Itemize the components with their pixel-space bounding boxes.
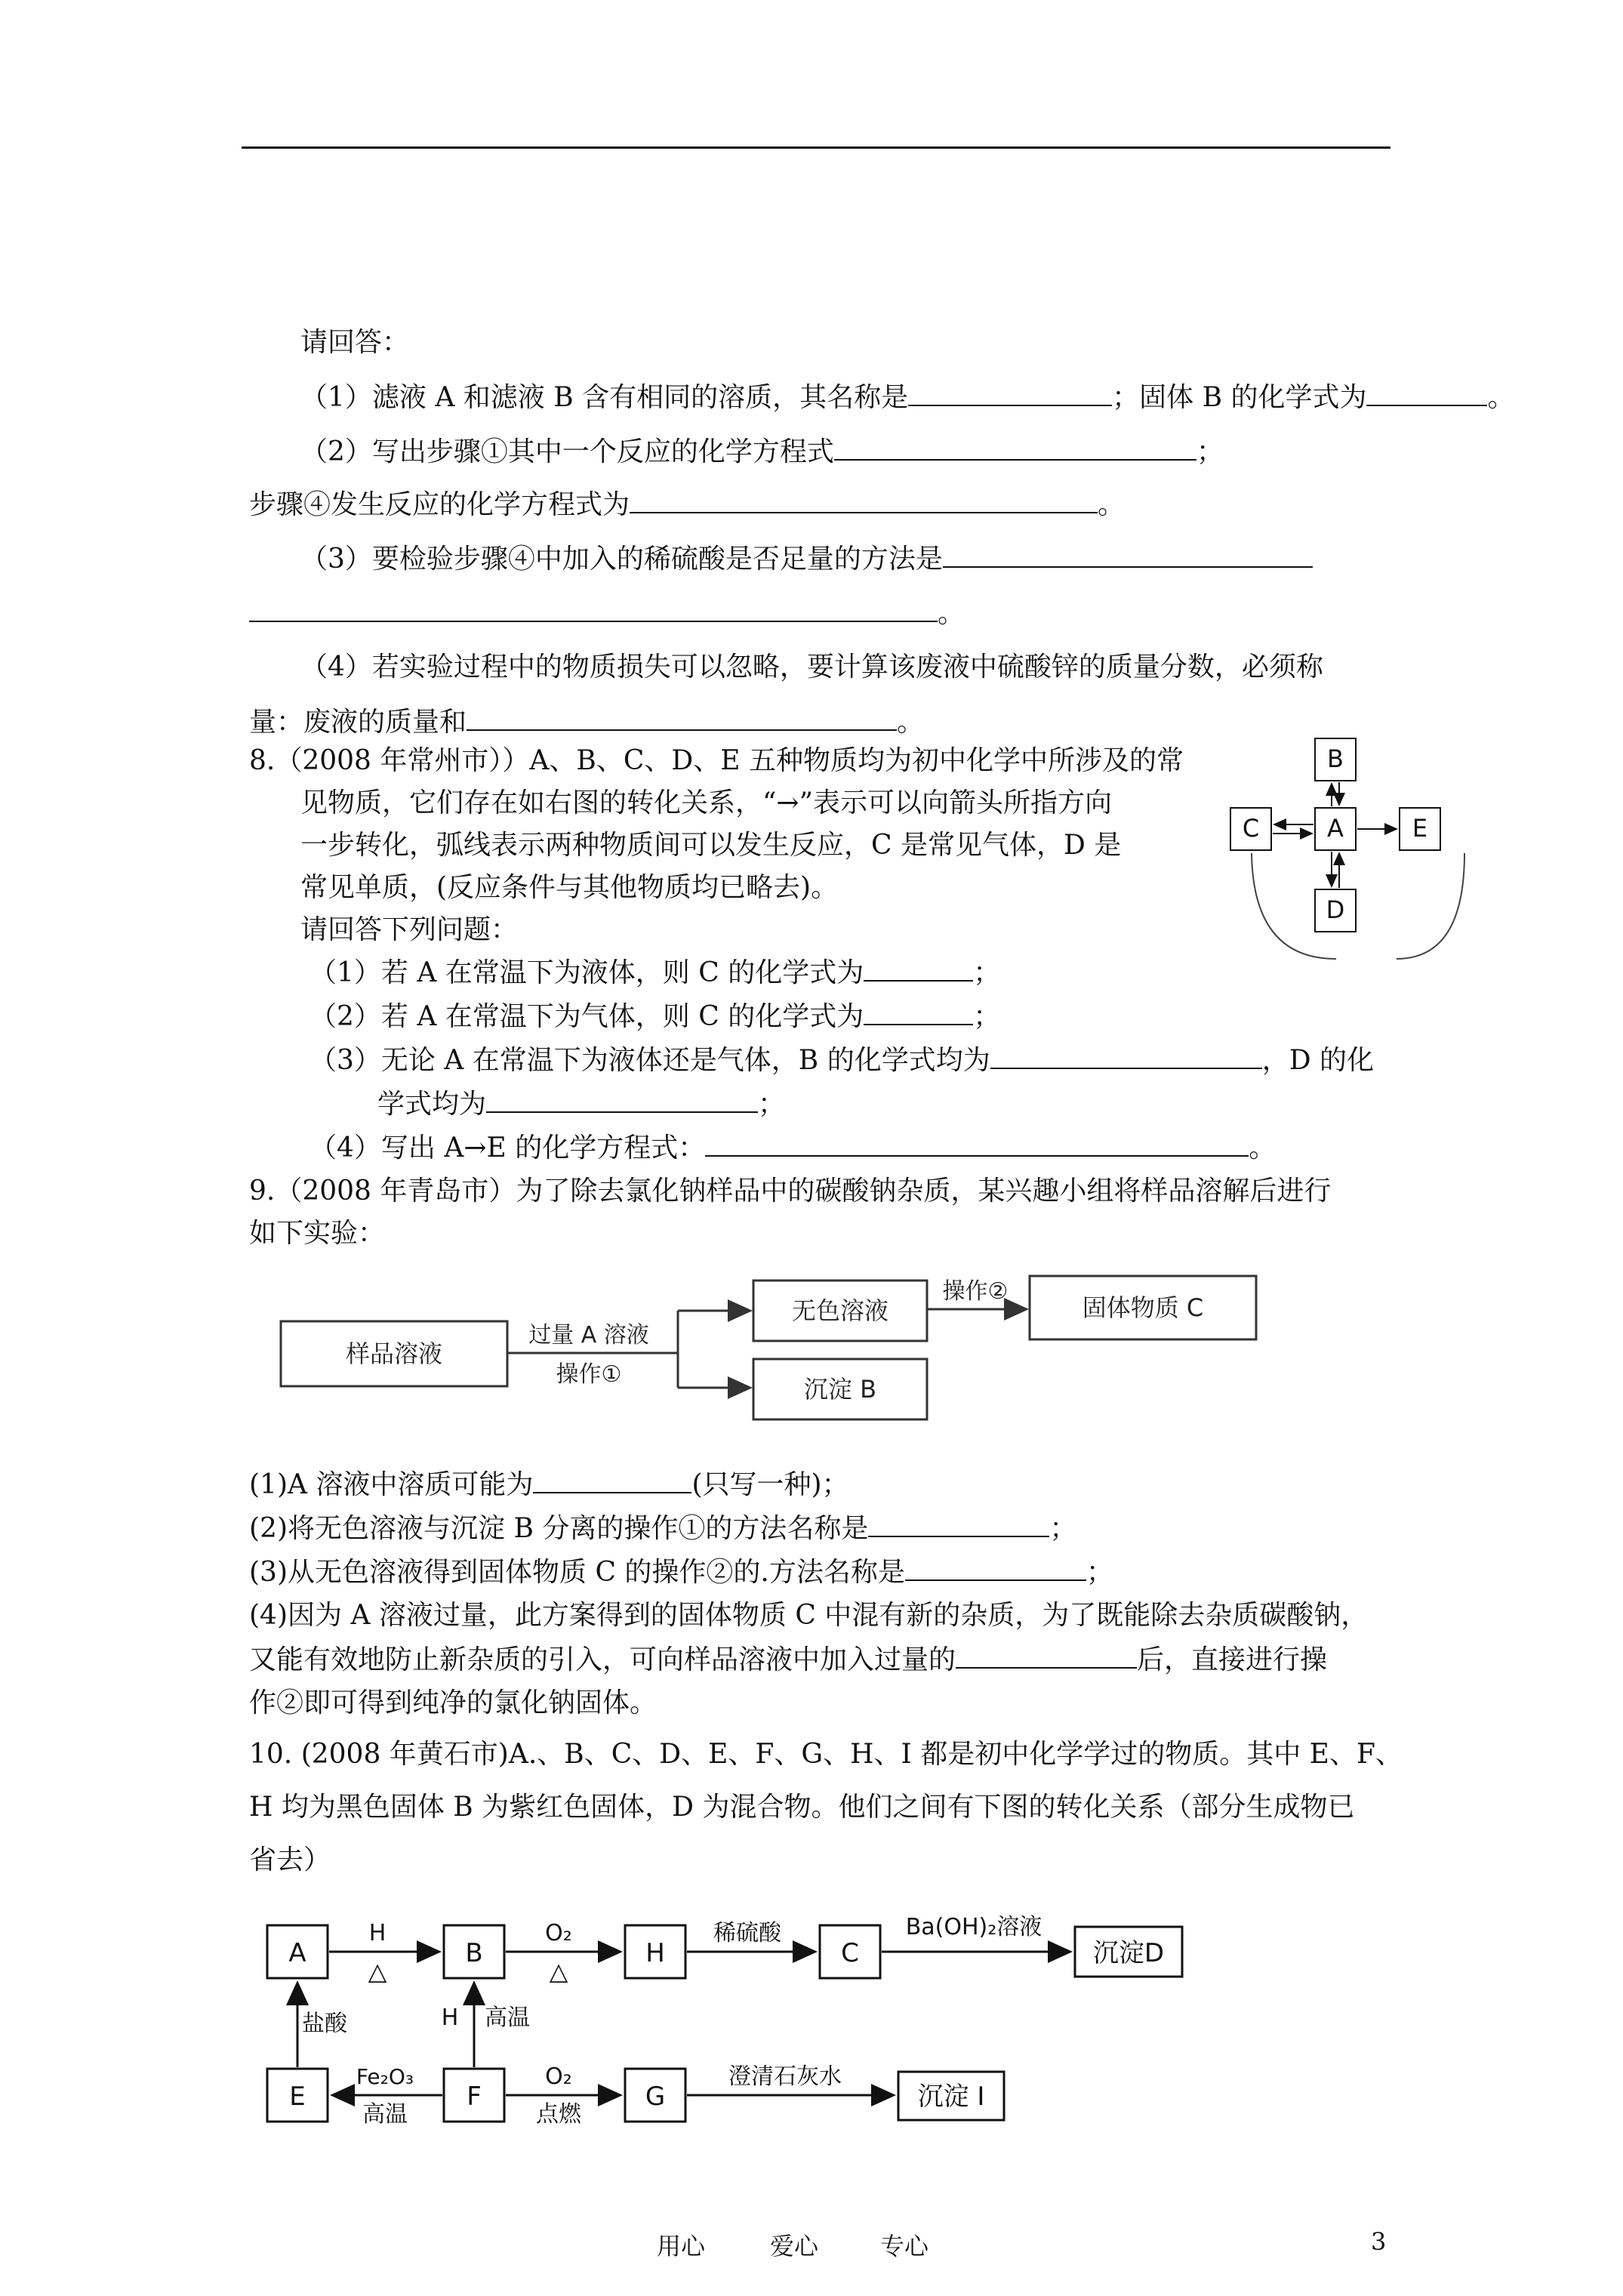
q8-sub2: （2）若 A 在常温下为气体，则 C 的化学式为 ； [310, 998, 1000, 1035]
q9-sub4-c: 作②即可得到纯净的氯化钠固体。 [249, 1687, 658, 1718]
label-b: B [465, 1938, 483, 1968]
q7-part2: （2）写出步骤①其中一个反应的化学方程式 ； [300, 433, 1224, 470]
label-cd: Ba(OH)₂溶液 [905, 1914, 1042, 1940]
q9-sub3: (3)从无色溶液得到固体物质 C 的操作②的.方法名称是 ； [249, 1554, 1113, 1591]
label-f: F [467, 2082, 482, 2112]
label-c: C [1242, 814, 1260, 843]
answer-blank[interactable] [705, 1130, 1249, 1157]
label-sample-solution: 样品溶液 [345, 1339, 443, 1368]
label-h: H [645, 1938, 665, 1968]
q9-sub4-b: 又能有效地防止新杂质的引入，可向样品溶液中加入过量的 后，直接进行操 [249, 1641, 1327, 1678]
label-c: C [841, 1938, 859, 1968]
q8-line5: 请回答下列问题： [300, 914, 519, 945]
label-fe-bot: 高温 [362, 2101, 408, 2128]
q9-flowchart [272, 1268, 1283, 1457]
label-ab-bot: △ [368, 1957, 387, 1986]
q7-part4-b: 量：废液的质量和 。 [249, 704, 924, 741]
q9-sub1: (1)A 溶液中溶质可能为 (只写一种)； [249, 1466, 849, 1503]
label-op1: 操作① [556, 1361, 622, 1388]
q9-line2: 如下实验： [249, 1218, 386, 1249]
q7-part1: （1）滤液 A 和滤液 B 含有相同的溶质，其名称是 ；固体 B 的化学式为 。 [300, 379, 1515, 416]
header-rule [242, 146, 1390, 149]
label-hc: 稀硫酸 [713, 1920, 781, 1946]
answer-blank[interactable] [249, 595, 938, 622]
q7-part3-b: 。 [249, 595, 965, 632]
label-solid-c: 固体物质 C [1082, 1293, 1204, 1322]
please-answer: 请回答： [300, 327, 410, 358]
answer-blank[interactable] [908, 379, 1112, 406]
q10-flowchart [249, 1895, 1261, 2144]
label-fg-bot: 点燃 [536, 2101, 581, 2128]
q8-line3: 一步转化，弧线表示两种物质间可以发生反应，C 是常见气体，D 是 [300, 830, 1122, 861]
label-precipitate-b: 沉淀 B [803, 1375, 877, 1404]
label-a: A [288, 1938, 306, 1968]
answer-blank[interactable] [1366, 379, 1487, 406]
q8-line2: 见物质，它们存在如右图的转化关系，“→”表示可以向箭头所指方向 [300, 787, 1112, 818]
answer-blank[interactable] [486, 1086, 758, 1113]
q8-relation-diagram [1208, 725, 1480, 989]
label-fe-top: Fe₂O₃ [356, 2064, 414, 2089]
q9-line1: 9.（2008 年青岛市）为了除去氯化钠样品中的碳酸钠杂质，某兴趣小组将样品溶解后进行 [249, 1176, 1332, 1207]
label-bh-bot: △ [549, 1957, 568, 1986]
q8-sub3-b: 学式均为 ； [377, 1086, 785, 1123]
label-colorless-solution: 无色溶液 [791, 1296, 889, 1325]
footer-word-3: 专心 [880, 2232, 929, 2261]
answer-blank[interactable] [868, 1510, 1049, 1537]
answer-blank[interactable] [990, 1042, 1262, 1069]
label-a: A [1327, 814, 1344, 843]
answer-blank[interactable] [864, 998, 973, 1025]
label-op2: 操作② [942, 1278, 1009, 1305]
answer-blank[interactable] [956, 1641, 1137, 1669]
q8-sub1: （1）若 A 在常温下为液体，则 C 的化学式为 ； [310, 954, 1000, 991]
label-excess-a: 过量 A 溶液 [528, 1322, 649, 1348]
label-bh-top: O₂ [545, 1920, 572, 1946]
label-precipitate-d: 沉淀D [1092, 1938, 1165, 1968]
q7-part3: （3）要检验步骤④中加入的稀硫酸是否足量的方法是 [300, 541, 1313, 578]
q10-line3: 省去） [249, 1845, 331, 1875]
q7-part2-b: 步骤④发生反应的化学方程式为 。 [249, 486, 1125, 523]
answer-blank[interactable] [864, 954, 973, 982]
label-fg-top: O₂ [545, 2063, 572, 2090]
q10-line2: H 均为黑色固体 B 为紫红色固体，D 为混合物。他们之间有下图的转化关系（部分生成物已 [249, 1792, 1355, 1823]
q8-sub3: （3）无论 A 在常温下为液体还是气体，B 的化学式均为 ，D 的化 [310, 1042, 1374, 1079]
label-b: B [1327, 744, 1344, 773]
answer-blank[interactable] [630, 486, 1098, 513]
answer-blank[interactable] [905, 1554, 1086, 1581]
label-e: E [1412, 814, 1428, 843]
answer-blank[interactable] [467, 704, 897, 731]
arc-c-e [1252, 853, 1464, 959]
q8-line1: 8.（2008 年常州市））A、B、C、D、E 五种物质均为初中化学中所涉及的常 [249, 745, 1184, 776]
label-gi: 澄清石灰水 [728, 2063, 842, 2090]
label-g: G [645, 2082, 666, 2112]
footer-word-1: 用心 [657, 2232, 706, 2261]
label-ab-top: H [368, 1920, 387, 1946]
q8-line4: 常见单质，(反应条件与其他物质均已略去)。 [300, 872, 839, 903]
q10-line1: 10. (2008 年黄石市)A.、B、C、D、E、F、G、H、I 都是初中化学学过的物质。其中 E、F、 [249, 1739, 1403, 1770]
page-number: 3 [1371, 2227, 1387, 2256]
q9-sub4: (4)因为 A 溶液过量，此方案得到的固体物质 C 中混有新的杂质，为了既能除去杂质碳酸钠， [249, 1600, 1369, 1631]
label-e: E [289, 2082, 306, 2112]
answer-blank[interactable] [834, 433, 1196, 461]
q8-sub4: （4）写出 A→E 的化学方程式： 。 [310, 1130, 1276, 1166]
label-fb-h: H [441, 2005, 459, 2031]
q7-part4: （4）若实验过程中的物质损失可以忽略，要计算该废液中硫酸锌的质量分数，必须称 [300, 652, 1323, 683]
answer-blank[interactable] [533, 1466, 691, 1493]
label-ea: 盐酸 [302, 2011, 347, 2037]
footer-word-2: 爱心 [770, 2232, 819, 2261]
label-d: D [1326, 895, 1345, 924]
label-precipitate-i: 沉淀 I [917, 2082, 985, 2112]
label-fb-t: 高温 [485, 2005, 530, 2031]
q9-sub2: (2)将无色溶液与沉淀 B 分离的操作①的方法名称是 ； [249, 1510, 1076, 1547]
answer-blank[interactable] [943, 541, 1313, 568]
